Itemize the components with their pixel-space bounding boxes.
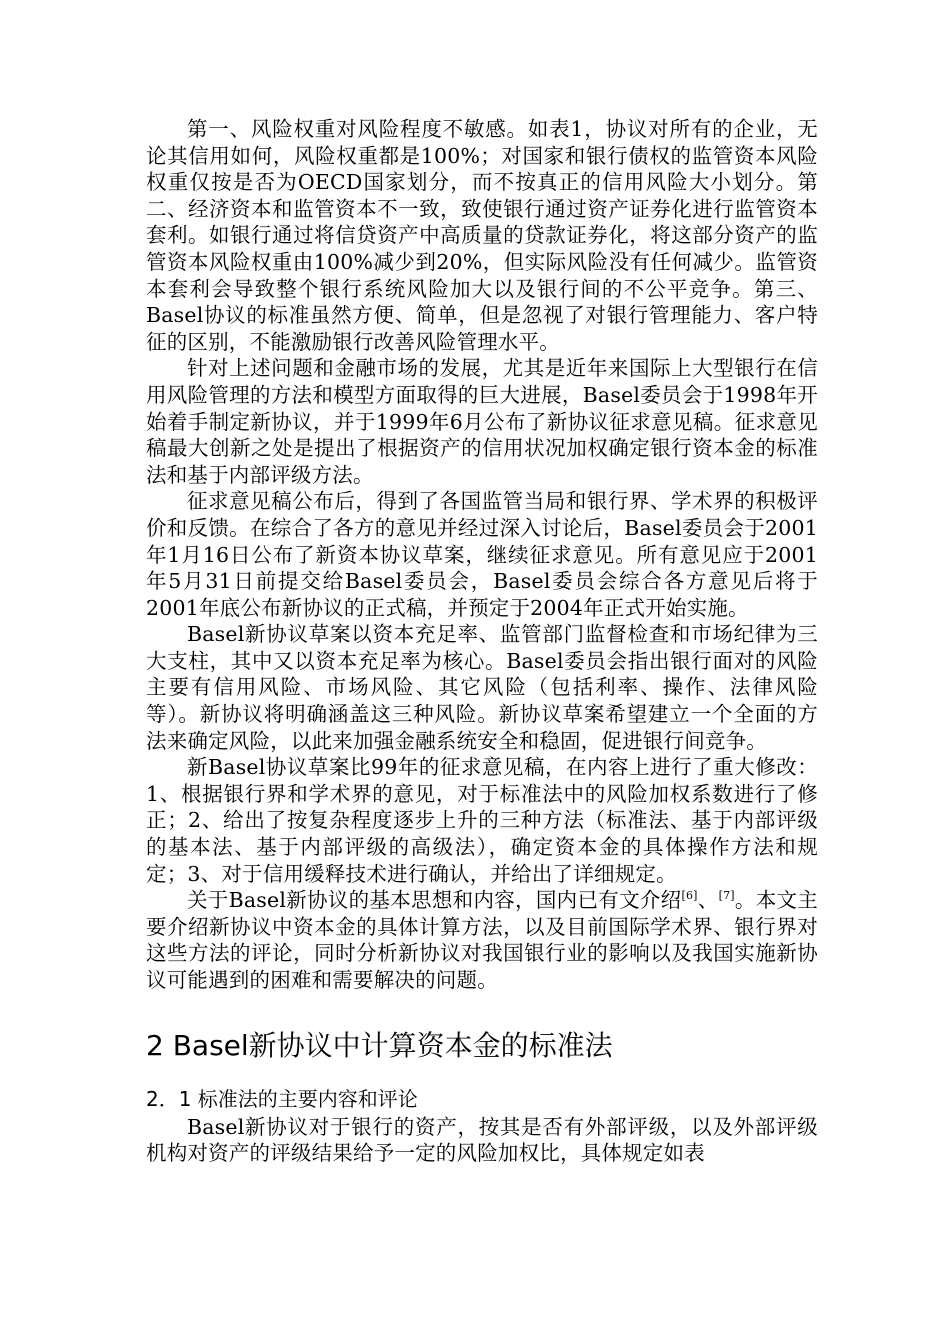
- paragraph-5: 新Basel协议草案比99年的征求意见稿，在内容上进行了重大修改：1、根据银行界和学术界的意见，对于标准法中的风险加权系数进行了修正；2、给出了按复杂程度逐步上升的三种方法（标准法、基于内部评级的基本法、基于内部评级的高级法），确定资本金的具体操作方法和规定；3、对于信用缓释技术进行确认，并给出了详细规定。: [146, 755, 818, 886]
- document-page: [146, 116, 818, 1167]
- citation-6: [6]: [681, 889, 698, 903]
- paragraph-2: 针对上述问题和金融市场的发展，尤其是近年来国际上大型银行在信用风险管理的方法和模型方面取得的巨大进展，Basel委员会于1998年开始着手制定新协议，并于1999年6月公布了新协议征求意见稿。征求意见稿最大创新之处是提出了根据资产的信用状况加权确定银行资本金的标准法和基于内部评级方法。: [146, 356, 818, 487]
- paragraph-6-text-before: 关于Basel新协议的基本思想和内容，国内已有文介绍: [187, 888, 682, 913]
- paragraph-3: 征求意见稿公布后，得到了各国监管当局和银行界、学术界的积极评价和反馈。在综合了各方的意见并经过深入讨论后，Basel委员会于2001年1月16日公布了新资本协议草案，继续征求意见。所有意见应于2001年5月31日前提交给Basel委员会，Basel委员会综合各方意见后将于2001年底公布新协议的正式稿，并预定于2004年正式开始实施。: [146, 489, 818, 620]
- subsection-paragraph: Basel新协议对于银行的资产，按其是否有外部评级，以及外部评级机构对资产的评级结果给予一定的风险加权比，具体规定如表: [146, 1114, 818, 1166]
- citation-separator: 、: [697, 888, 719, 913]
- paragraph-6: [146, 887, 818, 993]
- subsection-heading: 2．1 标准法的主要内容和评论: [146, 1086, 418, 1111]
- paragraph-4: Basel新协议草案以资本充足率、监管部门监督检查和市场纪律为三大支柱，其中又以资本充足率为核心。Basel委员会指出银行面对的风险主要有信用风险、市场风险、其它风险（包括利率、操作、法律风险等）。新协议将明确涵盖这三种风险。新协议草案希望建立一个全面的方法来确定风险，以此来加强金融系统安全和稳固，促进银行间竞争。: [146, 622, 818, 753]
- paragraph-6-text-after: 。本文主要介绍新协议中资本金的具体计算方法，以及目前国际学术界、银行界对这些方法的评论，同时分析新协议对我国银行业的影响以及我国实施新协议可能遇到的困难和需要解决的问题。: [146, 888, 818, 992]
- citation-7: [7]: [718, 889, 735, 903]
- section-heading: 2 Basel新协议中计算资本金的标准法: [146, 1028, 613, 1062]
- paragraph-1: 第一、风险权重对风险程度不敏感。如表1，协议对所有的企业，无论其信用如何，风险权重都是100%；对国家和银行债权的监管资本风险权重仅按是否为OECD国家划分，而不按真正的信用风险大小划分。第二、经济资本和监管资本不一致，致使银行通过资产证券化进行监管资本套利。如银行通过将信贷资产中高质量的贷款证券化，将这部分资产的监管资本风险权重由100%减少到20%，但实际风险没有任何减少。监管资本套利会导致整个银行系统风险加大以及银行间的不公平竞争。第三、Basel协议的标准虽然方便、简单，但是忽视了对银行管理能力、客户特征的区别，不能激励银行改善风险管理水平。: [146, 117, 818, 354]
